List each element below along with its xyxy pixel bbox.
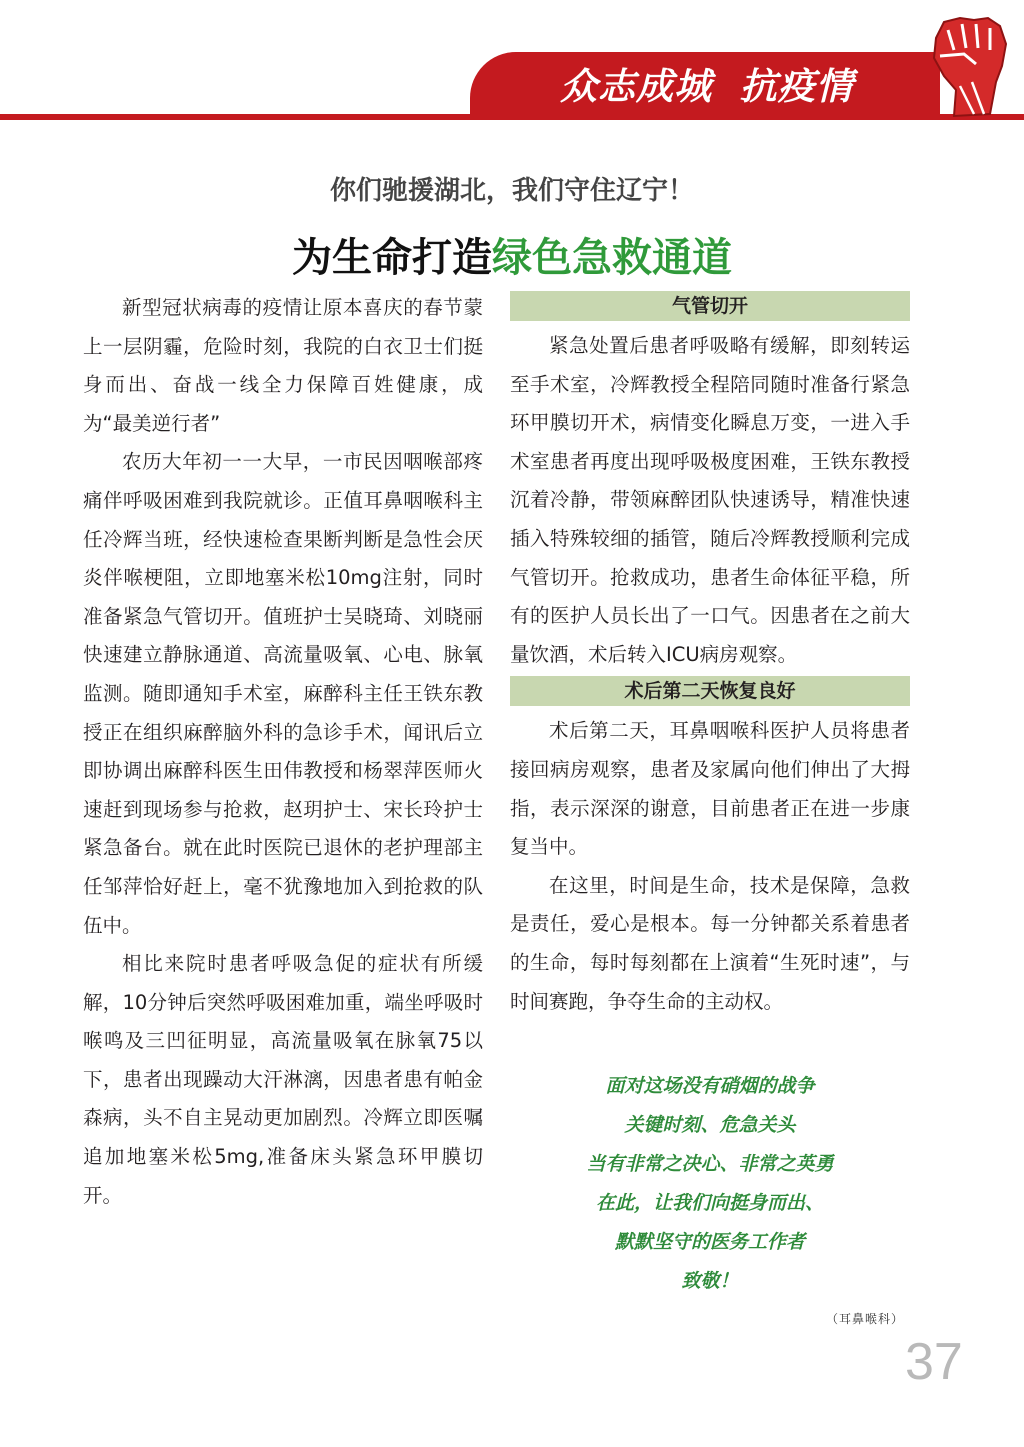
poem-line: 面对这场没有硝烟的战争 [605,1075,815,1097]
left-column [83,289,483,1215]
left-paragraph-2: 农历大年初一一大早，一市民因咽喉部疼痛伴呼吸困难到我院就诊。正值耳鼻咽喉科主任冷辉当班，经快速检查果断判断是急性会厌炎伴喉梗阻，立即地塞米松10mg注射，同时准备紧急气管切开。值班护士吴晓琦、刘晓丽快速建立静脉通道、高流量吸氧、心电、脉氧监测。随即通知手术室，麻醉科主任王铁东教授正在组织麻醉脑外科的急诊手术，闻讯后立即协调出麻醉科医生田伟教授和杨翠萍医师火速赶到现场参与抢救，赵玥护士、宋长玲护士紧急备台。就在此时医院已退休的老护理部主任邹萍恰好赶上，毫不犹豫地加入到抢救的队伍中。 [83,450,483,937]
right-column [510,289,910,1021]
headline-green: 绿色急救通道 [492,234,732,281]
section2-paragraph-1: 术后第二天，耳鼻咽喉科医护人员将患者接回病房观察，患者及家属向他们伸出了大拇指，表示深深的谢意，目前患者正在进一步康复当中。 [510,719,910,859]
section2-paragraph-2: 在这里，时间是生命，技术是保障，急救是责任，爱心是根本。每一分钟都关系着患者的生命，每时每刻都在上演着“生死时速”，与时间赛跑，争夺生命的主动权。 [510,873,910,1013]
poem-line: 关键时刻、危急关头 [624,1114,796,1136]
tribute-poem [500,1067,920,1301]
article-headline [0,226,1024,283]
page-number: 37 [905,1333,963,1391]
section-heading-tracheotomy: 气管切开 [510,291,910,321]
poem-line: 当有非常之决心、非常之英勇 [586,1153,834,1175]
article-kicker: 你们驰援湖北，我们守住辽宁！ [329,176,694,206]
department-credit: （耳鼻喉科） [826,1312,905,1326]
left-paragraph-3: 相比来院时患者呼吸急促的症状有所缓解，10分钟后突然呼吸困难加重，端坐呼吸时喉鸣及三凹征明显，高流量吸氧在脉氧75以下，患者出现躁动大汗淋漓，因患者患有帕金森病，头不自主晃动更加剧烈。冷辉立即医嘱追加地塞米松5mg,准备床头紧急环甲膜切开。 [83,952,483,1207]
section1-paragraph-1: 紧急处置后患者呼吸略有缓解，即刻转运至手术室，冷辉教授全程陪同随时准备行紧急环甲膜切开术，病情变化瞬息万变，一进入手术室患者再度出现呼吸极度困难，王铁东教授沉着冷静，带领麻醉团队快速诱导，精准快速插入特殊较细的插管，随后冷辉教授顺利完成气管切开。抢救成功，患者生命体征平稳，所有的医护人员长出了一口气。因患者在之前大量饮酒，术后转入ICU病房观察。 [510,334,910,666]
left-paragraph-1: 新型冠状病毒的疫情让原本喜庆的春节蒙上一层阴霾，危险时刻，我院的白衣卫士们挺身而出、奋战一线全力保障百姓健康，成为“最美逆行者” [83,296,483,435]
banner-title: 众志成城 抗疫情 [560,65,854,108]
raised-fist-icon [914,10,1014,122]
poem-line: 致敬！ [681,1270,739,1292]
poem-line: 默默坚守的医务工作者 [614,1231,805,1253]
headline-black: 为生命打造 [292,234,492,281]
section-heading-recovery: 术后第二天恢复良好 [510,676,910,706]
poem-line: 在此，让我们向挺身而出、 [595,1192,824,1214]
